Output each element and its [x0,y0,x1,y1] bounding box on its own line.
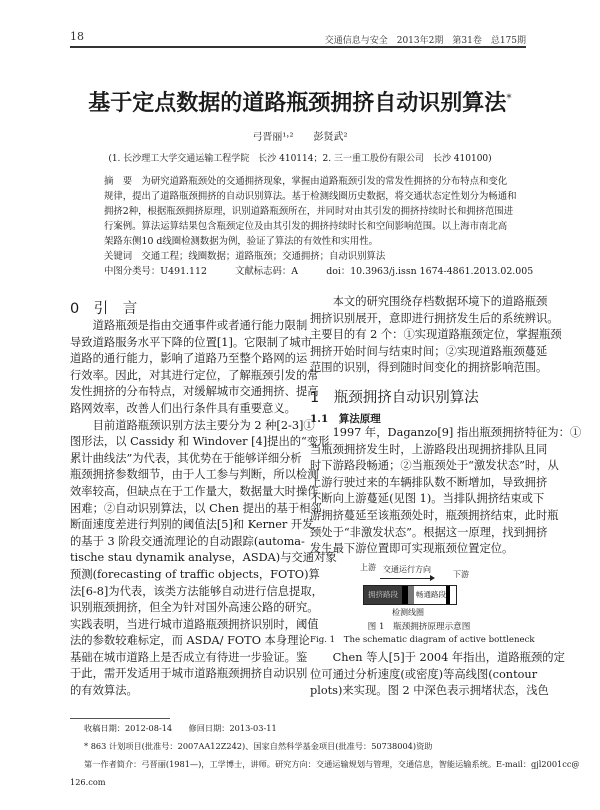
text-line: 摘 要 为研究道路瓶颈处的交通拥挤现象，掌握由道路瓶颈引发的常发性拥挤的分布特点和变化 [104,176,508,187]
text-line: 法的参数较难标定，而 ASDA/ FOTO 本身理论 [70,634,310,648]
text-line: 收稿日期：2012-08-14 修回日期：2013-03-11 [84,723,277,733]
detector-label: 检测线圈 [392,608,424,617]
text-line: 本文的研究围绕存档数据环境下的道路瓶颈 [310,295,548,308]
text-line: 上游行驶过来的车辆排队数不断增加，导致拥挤 [310,475,548,489]
header-rule [70,46,526,48]
text-line: * 863 计划项目(批准号：2007AA12Z242)、国家自然科学基金项目(批准号：50738004)资助 [84,741,433,751]
bottleneck-zone [408,586,414,604]
text-line: 范围的识别，得到随时间变化的拥挤影响范围。 [310,361,548,375]
free-segment: 畅通路段 [416,590,446,599]
title-text: 基于定点数据的道路瓶颈拥挤自动识别算法 [88,91,507,116]
text-line: 实践表明，当进行城市道路瓶颈拥挤识别时，阈值 [70,617,319,631]
paper-title [0,86,600,117]
text-line: 效率较高，但缺点在于工作量大，数据量大时操作 [70,484,319,498]
section-heading-1: 1 瓶颈拥挤自动识别算法 [310,390,479,406]
text-line: 游拥挤蔓延至该瓶颈处时，瓶颈拥挤结束，此时瓶 [310,508,559,522]
text-line: 发生最下游位置即可实现瓶颈位置定位。 [310,542,514,556]
text-line: 道路瓶颈是指由交通事件或者通行能力限制 [70,319,308,332]
authors: 弓晋丽¹˒² 彭贤武² [252,132,348,143]
direction-arrow-icon [380,578,432,579]
subsection-heading-1-1: 1.1 算法原理 [310,413,381,425]
text-line: 拥挤2种，根据瓶颈拥挤原理，识别道路瓶颈所在，并同时对由其引发的拥挤持续时长和拥挤范围进 [104,206,514,217]
end-mark [446,586,450,604]
text-line: 规律，提出了道路瓶颈拥挤的自动识别算法。基于检测线圈历史数据，将交通状态定性划分为畅通和 [104,191,517,202]
direction-label: 交通运行方向 [383,565,431,574]
text-line: 主要目的有 2 个：①实现道路瓶颈定位，掌握瓶颈 [310,328,562,342]
text-line: 的基于 3 阶段交通流理论的自动跟踪(automa- [70,534,305,548]
text-line: 累计曲线法”为代表，其优势在于能够详细分析 [70,451,302,465]
section-heading-intro: 0 引 言 [70,301,138,317]
figure-caption-cn: 图 1 瓶颈拥挤原理示意图 [367,622,471,632]
text-line: 126.com [70,777,106,787]
right-column-principle [310,425,582,558]
text-line: 不断向上游蔓延(见图 1)。当排队拥挤结束或下 [310,492,545,506]
footnotes [70,719,580,791]
text-line: 行案例。算法运算结果包含瓶颈定位及由其引发的拥挤持续时长和空间影响范围。以上海市南北高 [104,221,508,232]
abstract [104,174,534,279]
text-line: 时下游路段畅通；②当瓶颈处于“激发状态”时，从 [310,459,559,473]
text-line: 法[6-8]为代表，该类方法能够自动进行信息提取， [70,584,323,598]
text-line: 发性拥挤的分布特点，对缓解城市交通拥挤、提高 [70,385,319,399]
text-line: 目前道路瓶颈识别方法主要分为 2 种[2-3]① [70,418,315,432]
page-number: 18 [70,30,84,43]
text-line: 1997 年，Daganzo[9] 指出瓶颈拥挤特征为：① [310,426,582,439]
text-line: 位可通过分析速度(或密度)等高线图(contour [310,667,538,681]
text-line: 关键词 交通工程；线圈数据；道路瓶颈；交通拥挤；自动识别算法 [104,251,386,262]
figure-caption-en: Fig. 1 The schematic diagram of active bottleneck [310,635,535,645]
text-line: 的有效算法。 [70,684,138,698]
road-bar [363,585,457,605]
text-line: 架路东侧10 d线圈检测数据为例，验证了算法的有效性和实用性。 [104,236,379,247]
title-footnote-mark: * [506,91,512,105]
upstream-label: 上游 [360,563,376,572]
text-line: 图形法，以 Cassidy 和 Windover [4]提出的“变形 [70,435,330,449]
text-line: tische stau dynamik analyse，ASDA)与交通对象 [70,551,337,565]
text-line: 第一作者简介：弓晋丽(1981—)，工学博士，讲师。研究方向：交通运输规划与管理，交通信息，智能运输系统。E-mail：gjl2001cc@ [84,759,580,769]
text-line: 断面速度差进行判别的阈值法[5]和 Kerner 开发 [70,518,314,532]
downstream-label: 下游 [453,570,469,579]
right-column-chen [310,650,565,700]
text-line: 拥挤识别展开，意即进行拥挤发生后的系统辨识。 [310,311,559,325]
text-line: 困难；②自动识别算法，以 Chen 提出的基于相邻 [70,501,322,515]
text-line: 拥挤开始时间与结束时间；②实现道路瓶颈蔓延 [310,344,548,358]
text-line: Chen 等人[5]于 2004 年指出，道路瓶颈的定 [310,651,565,664]
text-line: 中图分类号：U491.112 文献标志码：A doi：10.3963/j.issn 1674-4861.2013.02.005 [104,266,534,277]
text-line: 道路的通行能力，影响了道路乃至整个路网的运 [70,352,308,366]
text-line: 基础在城市道路上是否成立有待进一步验证。鉴 [70,650,308,664]
text-line: 于此，需开发适用于城市道路瓶颈拥挤自动识别 [70,667,308,681]
text-line: 预测(forecasting of traffic objects，FOTO)算 [70,567,320,581]
text-line: 识别瓶颈拥挤，但全为针对国外高速公路的研究。 [70,601,319,615]
arrow-head-icon [430,575,435,581]
journal-info: 交通信息与安全 2013年2期 第31卷 总175期 [324,36,526,46]
text-line: 行效率。因此，对其进行定位，了解瓶颈引发的常 [70,368,319,382]
text-line: 瓶颈拥挤参数细节，由于人工参与判断，所以检测 [70,468,319,482]
text-line: 颈处于“非激发状态”。根据这一原理，找到拥挤 [310,525,548,539]
text-line: 导致道路服务水平下降的位置[1]。它限制了城市 [70,335,312,349]
left-column-body [70,318,337,700]
text-line: 路网效率，改善人们出行条件具有重要意义。 [70,401,296,415]
text-line: 当瓶颈拥挤发生时，上游路段出现拥挤排队且同 [310,442,548,456]
text-line: plots)来实现。图 2 中深色表示拥堵状态，浅色 [310,684,549,698]
affiliation: (1. 长沙理工大学交通运输工程学院 长沙 410114；2. 三一重工股份有限公司 长沙 410100) [108,154,492,164]
right-column-intro [310,294,562,377]
congested-segment: 拥挤路段 [364,586,402,604]
